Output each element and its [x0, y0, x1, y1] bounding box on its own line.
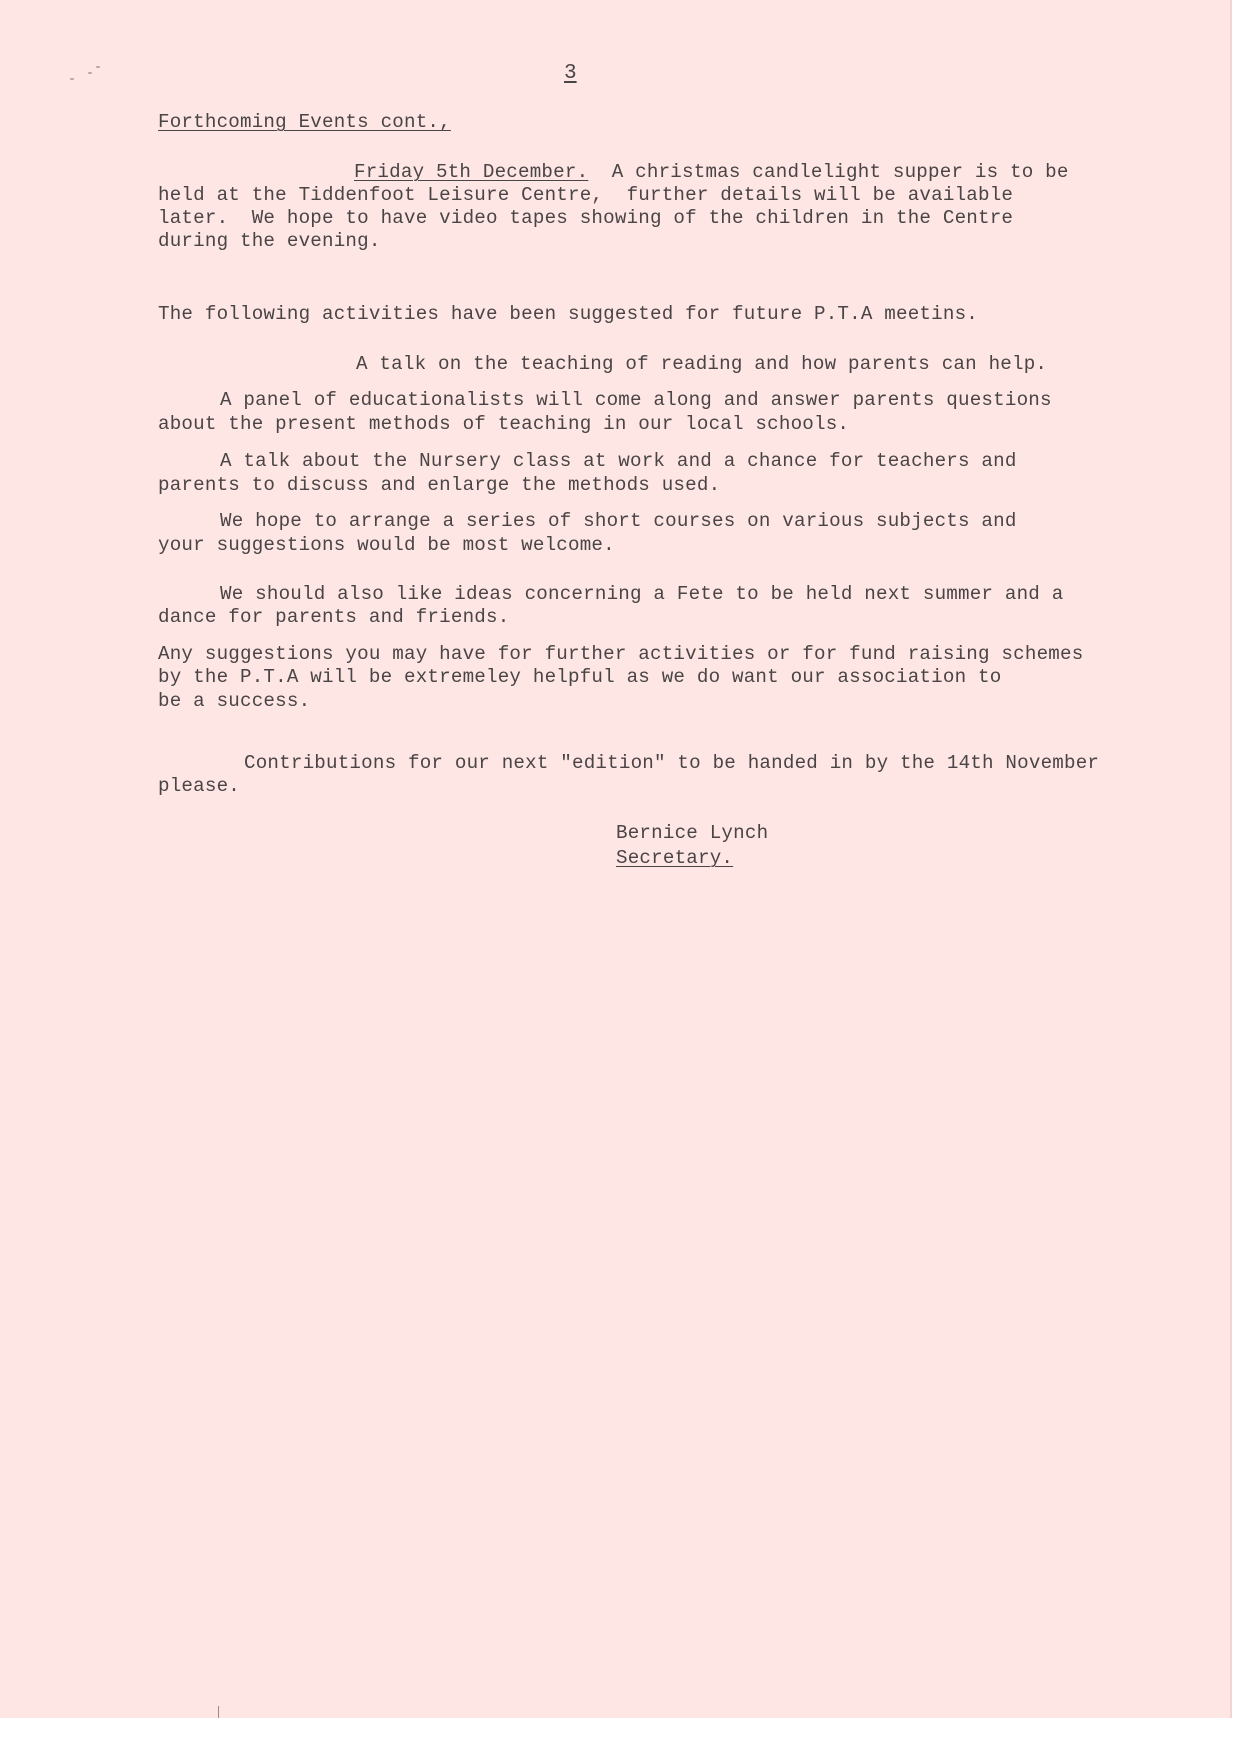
contributions-line-1: Contributions for our next "edition" to be handed in by the 14th November	[244, 752, 1100, 774]
ideas-line-2: dance for parents and friends.	[158, 606, 510, 628]
event-line-2: held at the Tiddenfoot Leisure Centre, further details will be available	[158, 184, 1014, 206]
activity-reading-talk: A talk on the teaching of reading and how parents can help.	[356, 353, 1048, 375]
activity-nursery-line-2: parents to discuss and enlarge the methods used.	[158, 474, 721, 496]
event-line-1	[354, 161, 1069, 184]
page-number: 3	[564, 62, 577, 85]
activities-intro: The following activities have been suggested for future P.T.A meetins.	[158, 303, 979, 325]
activity-nursery-line-1: A talk about the Nursery class at work and a chance for teachers and	[220, 450, 1017, 472]
suggestions-line-1: Any suggestions you may have for further activities or for fund raising schemes	[158, 643, 1084, 665]
event-line-4: during the evening.	[158, 230, 381, 252]
contributions-line-2: please.	[158, 775, 241, 797]
activity-panel-line-2: about the present methods of teaching in our local schools.	[158, 413, 850, 435]
suggestions-line-3: be a success.	[158, 690, 311, 712]
signature-name: Bernice Lynch	[616, 822, 769, 844]
paper-speck	[88, 72, 92, 74]
event-date: Friday 5th December.	[354, 161, 589, 183]
activity-courses-line-2: your suggestions would be most welcome.	[158, 534, 615, 556]
activity-panel-line-1: A panel of educationalists will come along and answer parents questions	[220, 389, 1052, 411]
paper-speck	[96, 66, 100, 68]
event-description: A christmas candlelight supper is to be	[588, 161, 1069, 183]
suggestions-line-2: by the P.T.A will be extremeley helpful as we do want our association to	[158, 666, 1002, 688]
event-line-3: later. We hope to have video tapes showing of the children in the Centre	[158, 207, 1014, 229]
paper-speck	[70, 78, 74, 80]
edge-mark	[218, 1706, 219, 1718]
signature-role: Secretary.	[616, 847, 734, 869]
ideas-line-1: We should also like ideas concerning a Fete to be held next summer and a	[220, 583, 1064, 605]
section-heading: Forthcoming Events cont.,	[158, 111, 451, 133]
activity-courses-line-1: We hope to arrange a series of short courses on various subjects and	[220, 510, 1017, 532]
